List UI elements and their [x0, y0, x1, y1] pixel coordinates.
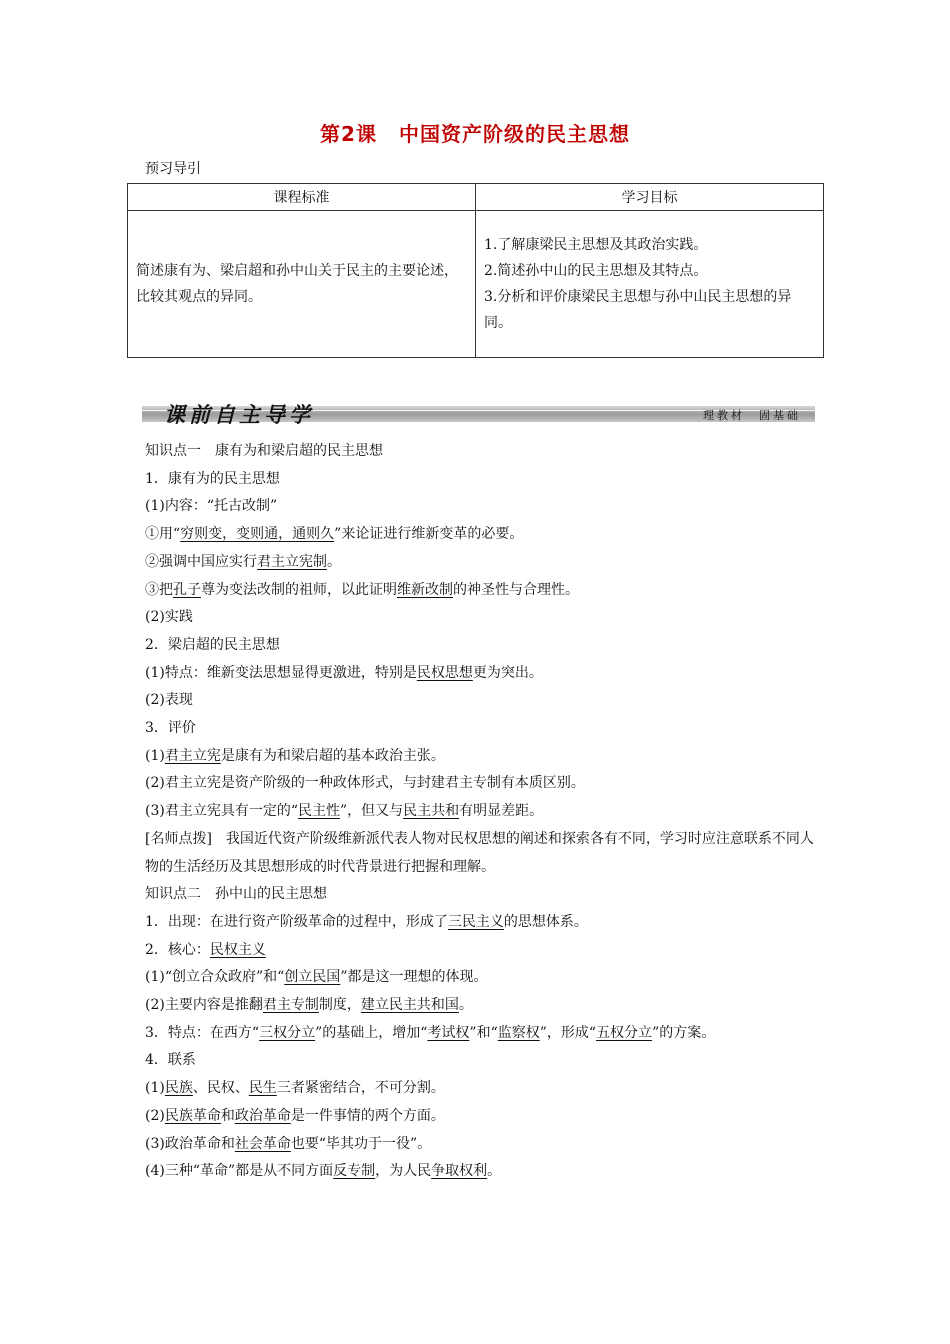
line-text: 。 — [487, 1163, 502, 1180]
answer-blank: 民生 — [248, 1080, 277, 1097]
answer-blank: 社会革命 — [234, 1135, 291, 1152]
line-text: 4．联系 — [145, 1052, 196, 1069]
line-text: 和 — [220, 1107, 235, 1124]
line-text: ①用“ — [145, 526, 181, 543]
answer-blank: 反专制 — [333, 1163, 376, 1180]
line-text: ”都是这一理想的体现。 — [340, 969, 488, 986]
content-line — [145, 438, 815, 466]
banner-heading: 课前自主导学 — [164, 403, 314, 427]
line-text: ”来论证进行维新变革的必要。 — [334, 526, 524, 543]
content-line — [145, 770, 815, 798]
content-line — [145, 660, 815, 688]
content-line — [145, 1158, 815, 1186]
line-text: ③把 — [145, 581, 173, 598]
content-line — [145, 466, 815, 494]
goal-item: 2.简述孙中山的民主思想及其特点。 — [484, 263, 708, 279]
line-text: (1)“创立合众政府”和“ — [145, 969, 285, 986]
line-text: ”的方案。 — [652, 1024, 716, 1041]
content-line — [145, 1047, 815, 1075]
standard-cell: 简述康有为、梁启超和孙中山关于民主的主要论述，比较其观点的异同。 — [128, 211, 476, 358]
answer-blank: 孔子 — [173, 581, 201, 598]
line-text: 制度， — [318, 997, 361, 1014]
content-line — [145, 1020, 815, 1048]
answer-blank: 维新改制 — [397, 581, 453, 598]
line-text: 知识点二 孙中山的民主思想 — [145, 886, 327, 903]
content-line — [145, 743, 815, 771]
line-text: 是一件事情的两个方面。 — [290, 1107, 445, 1124]
line-text: (1)内容：“托古改制” — [145, 498, 278, 515]
line-text: 知识点一 康有为和梁启超的民主思想 — [145, 443, 383, 459]
line-text: ”和“ — [469, 1024, 498, 1041]
content-line — [145, 909, 815, 937]
line-text: ②强调中国应实行 — [145, 553, 257, 570]
answer-blank: 争取权利 — [431, 1163, 488, 1180]
line-text: ”，但又与 — [340, 803, 404, 820]
line-text: 三者紧密结合，不可分割。 — [276, 1080, 445, 1097]
section-banner — [142, 401, 815, 427]
answer-blank: 民族 — [164, 1080, 193, 1097]
standards-table — [127, 183, 824, 358]
line-text: 2．梁启超的民主思想 — [145, 636, 280, 653]
content-line — [145, 604, 815, 632]
line-text: 1．康有为的民主思想 — [145, 470, 280, 487]
answer-blank: 君主立宪制 — [257, 553, 327, 570]
line-text: 也要“毕其功于一役”。 — [290, 1135, 432, 1152]
line-text: 3．特点：在西方“ — [145, 1024, 260, 1041]
line-text: (2)君主立宪是资产阶级的一种政体形式，与封建君主专制有本质区别。 — [145, 775, 585, 792]
content-line — [145, 687, 815, 715]
line-text: 1．出现：在进行资产阶级革命的过程中，形成了 — [145, 913, 448, 930]
content-line — [145, 964, 815, 992]
answer-blank: 考试权 — [427, 1024, 470, 1041]
line-text: 。 — [327, 553, 341, 570]
answer-blank: 建立民主共和国 — [360, 997, 459, 1014]
page-title — [0, 118, 950, 147]
answer-blank: 民族革命 — [164, 1107, 221, 1124]
line-text: 2．核心： — [145, 941, 210, 958]
line-text: 是康有为和梁启超的基本政治主张。 — [220, 747, 445, 764]
line-text: (3)君主立宪具有一定的“ — [145, 803, 298, 820]
line-text: (1)特点：维新变法思想显得更激进，特别是 — [145, 664, 417, 681]
content-line — [145, 881, 815, 909]
answer-blank: 穷则变，变则通，通则久 — [180, 526, 335, 543]
content-line — [145, 549, 815, 577]
line-text: 。 — [458, 997, 473, 1014]
content-line — [145, 493, 815, 521]
line-text: (1) — [145, 1080, 165, 1097]
content-line — [145, 715, 815, 743]
lesson-content — [145, 438, 815, 1186]
header-standard: 课程标准 — [128, 184, 476, 211]
lesson-title: 中国资产阶级的民主思想 — [398, 122, 630, 146]
line-text: 、民权、 — [192, 1080, 249, 1097]
content-line — [145, 1131, 815, 1159]
line-text: (2) — [145, 1107, 165, 1124]
answer-blank: 民主共和 — [403, 803, 460, 820]
header-goals: 学习目标 — [476, 184, 824, 211]
line-text: (1) — [145, 747, 165, 764]
goals-cell — [476, 211, 824, 358]
line-text: 更为突出。 — [472, 664, 543, 681]
line-text: ”的基础上，增加“ — [315, 1024, 428, 1041]
line-text: 的思想体系。 — [503, 913, 588, 930]
lesson-number: 第2课 — [320, 122, 377, 146]
content-line — [145, 937, 815, 965]
line-text: 有明显差距。 — [459, 803, 544, 820]
answer-blank: 民主性 — [298, 803, 340, 820]
answer-blank: 君主专制 — [262, 997, 319, 1014]
answer-blank: 民权思想 — [416, 664, 473, 681]
content-line — [145, 1103, 815, 1131]
content-line — [145, 577, 815, 605]
line-text: (3)政治革命和 — [145, 1135, 235, 1152]
answer-blank: 君主立宪 — [164, 747, 221, 764]
content-line — [145, 521, 815, 549]
preview-label: 预习导引 — [145, 161, 201, 177]
answer-blank: 监察权 — [497, 1024, 540, 1041]
answer-blank: 创立民国 — [284, 969, 341, 986]
content-line — [145, 798, 815, 826]
answer-blank: 三民主义 — [447, 913, 504, 930]
answer-blank: 民权主义 — [209, 941, 266, 958]
line-text: 3．评价 — [145, 720, 196, 737]
content-line — [145, 826, 815, 881]
line-text: (2)实践 — [145, 609, 193, 626]
banner-subtitle: 理教材 固基础 — [703, 409, 801, 422]
goal-item: 1.了解康梁民主思想及其政治实践。 — [484, 237, 708, 253]
line-text: ，为人民 — [375, 1163, 432, 1180]
content-line — [145, 632, 815, 660]
line-text: (4)三种“革命”都是从不同方面 — [145, 1163, 334, 1180]
line-text: (2)表现 — [145, 692, 193, 709]
line-text: 的神圣性与合理性。 — [453, 581, 579, 598]
answer-blank: 三权分立 — [259, 1024, 316, 1041]
answer-blank: 五权分立 — [596, 1024, 653, 1041]
line-text: ”，形成“ — [539, 1024, 597, 1041]
answer-blank: 政治革命 — [234, 1107, 291, 1124]
line-text: (2)主要内容是推翻 — [145, 997, 263, 1014]
goal-item: 3.分析和评价康梁民主思想与孙中山民主思想的异同。 — [484, 289, 792, 331]
line-text: 尊为变法改制的祖师，以此证明 — [201, 581, 397, 598]
line-text: [名师点拨] 我国近代资产阶级维新派代表人物对民权思想的阐述和探索各有不同，学习时应注意联系不同人物的生活经历及其思想形成的时代背景进行把握和理解。 — [145, 830, 814, 875]
content-line — [145, 992, 815, 1020]
content-line — [145, 1075, 815, 1103]
